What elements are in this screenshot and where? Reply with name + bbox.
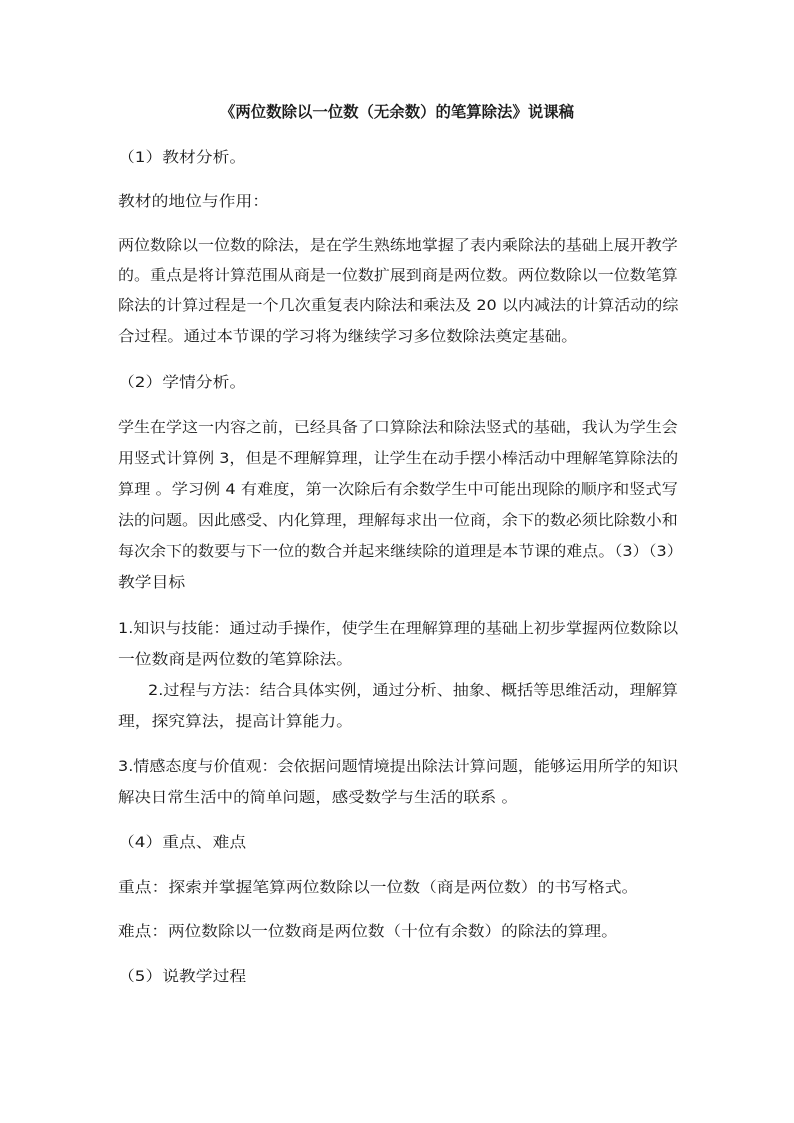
paragraph-line: 法的问题。因此感受、内化算理，理解每求出一位商，余下的数必须比除数小和 <box>118 512 678 529</box>
paragraph-line: 每次余下的数要与下一位的数合并起来继续除的道理是本节课的难点。（3）（3） <box>118 543 683 560</box>
paragraph-line: 合过程。通过本节课的学习将为继续学习多位数除法奠定基础。 <box>118 328 578 345</box>
paragraph-line: 理，探究算法，提高计算能力。 <box>118 713 353 730</box>
paragraph-line: 一位数商是两位数的笔算除法。 <box>118 651 353 668</box>
paragraph-line: 算理 。学习例 4 有难度，第一次除后有余数学生中可能出现除的顺序和竖式写 <box>118 481 678 498</box>
paragraph-line: 难点：两位数除以一位数商是两位数（十位有余数）的除法的算理。 <box>118 923 618 940</box>
paragraph-line: 用竖式计算例 3，但是不理解算理，让学生在动手摆小棒活动中理解笔算除法的 <box>118 450 679 467</box>
heading-learner-analysis: （2）学情分析。 <box>118 374 247 391</box>
paragraph-line: 3.情感态度与价值观：会依据问题情境提出除法计算问题，能够运用所学的知识 <box>118 758 679 775</box>
paragraph-line: 教材的地位与作用： <box>118 193 270 210</box>
paragraph-line: 的。重点是将计算范围从商是一位数扩展到商是两位数。两位数除以一位数笔算 <box>118 267 678 284</box>
heading-teaching-goals: 教学目标 <box>118 574 186 591</box>
paragraph-line: 2.过程与方法：结合具体实例，通过分析、抽象、概括等思维活动，理解算 <box>148 682 678 699</box>
paragraph-line: 解决日常生活中的简单问题，感受数学与生活的联系 。 <box>118 789 518 806</box>
heading-textbook-analysis: （1）教材分析。 <box>118 149 247 166</box>
paragraph-line: 1.知识与技能：通过动手操作，使学生在理解算理的基础上初步掌握两位数除以 <box>118 620 679 637</box>
heading-teaching-process: （5）说教学过程 <box>118 968 247 985</box>
paragraph-line: 两位数除以一位数的除法，是在学生熟练地掌握了表内乘除法的基础上展开教学 <box>118 237 678 254</box>
heading-key-points: （4）重点、难点 <box>118 834 247 851</box>
document-title: 《两位数除以一位数（无余数）的笔算除法》说课稿 <box>220 103 574 121</box>
paragraph-line: 学生在学这一内容之前，已经具备了口算除法和除法竖式的基础，我认为学生会 <box>118 419 678 436</box>
paragraph-line: 重点：探索并掌握笔算两位数除以一位数（商是两位数）的书写格式。 <box>118 879 639 896</box>
paragraph-line: 除法的计算过程是一个几次重复表内除法和乘法及 20 以内减法的计算活动的综 <box>118 297 679 314</box>
